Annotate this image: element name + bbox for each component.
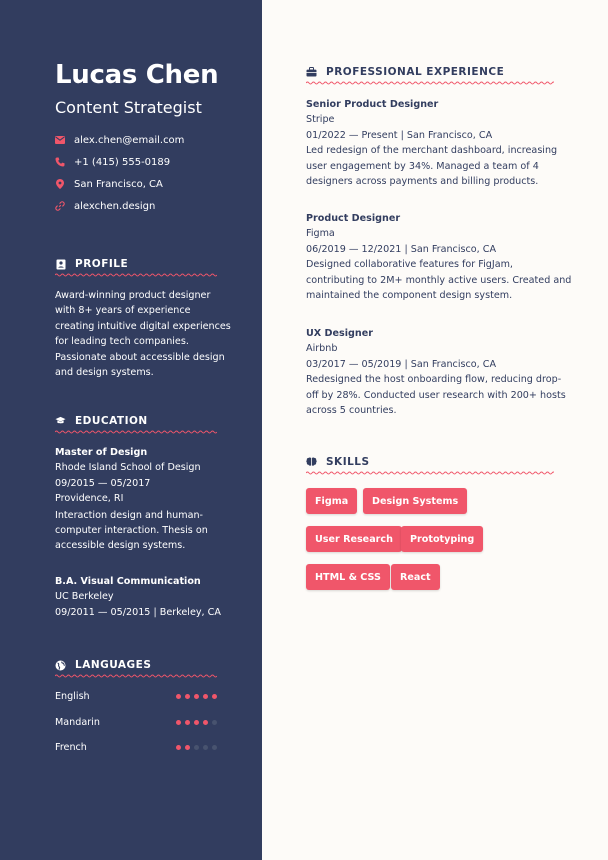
education-degree: B.A. Visual Communication [55, 576, 201, 587]
main-content [262, 0, 608, 860]
profile-line: creating intuitive digital experiences [55, 320, 231, 332]
proficiency-dot-filled [203, 694, 208, 699]
profile-heading: PROFILE [75, 258, 129, 270]
education-desc-line: Interaction design and human- [55, 509, 204, 521]
experience-heading: PROFESSIONAL EXPERIENCE [326, 66, 505, 78]
proficiency-dot-empty [194, 745, 199, 750]
email-icon [55, 135, 65, 145]
proficiency-dot-empty [212, 745, 217, 750]
skill-tag: React [391, 564, 440, 590]
phone-icon [55, 157, 65, 167]
globe-icon [55, 660, 66, 671]
proficiency-dot-filled [194, 720, 199, 725]
job-company: Stripe [306, 114, 335, 126]
education-dates: 09/2011 — 05/2015 | Berkeley, CA [55, 606, 221, 618]
contact-location-text: San Francisco, CA [74, 178, 163, 190]
education-desc-line: accessible design systems. [55, 540, 186, 552]
education-entry [55, 445, 208, 554]
profile-section-header [55, 257, 217, 281]
heading-wave-underline [55, 674, 217, 678]
contact-phone[interactable] [55, 154, 245, 170]
heading-wave-underline [306, 471, 554, 475]
skills-heading: SKILLS [326, 456, 370, 468]
contact-website-text: alexchen.design [74, 200, 156, 212]
contact-website[interactable] [55, 198, 245, 214]
job-dates: 03/2017 — 05/2019 | San Francisco, CA [306, 358, 497, 370]
job-desc-line: across 5 countries. [306, 405, 397, 417]
language-level-dots [176, 694, 217, 699]
education-heading: EDUCATION [75, 415, 148, 427]
profile-line: Passionate about accessible design [55, 351, 225, 363]
language-name: Mandarin [55, 716, 100, 728]
job-desc-line: off by 28%. Conducted user research with 200+ hosts [306, 389, 566, 401]
languages-heading: LANGUAGES [75, 659, 152, 671]
education-section-header [55, 414, 217, 438]
job-title: Product Designer [306, 213, 401, 224]
job-title: Senior Product Designer [306, 99, 439, 110]
experience-section-header [306, 65, 554, 89]
job-desc-line: designers across payments and billing products. [306, 176, 539, 188]
job-desc-line: Led redesign of the merchant dashboard, increasing [306, 145, 558, 157]
heading-wave-underline [55, 273, 217, 277]
job-desc-line: Redesigned the host onboarding flow, reducing drop- [306, 374, 562, 386]
proficiency-dot-filled [212, 694, 217, 699]
contact-email[interactable] [55, 132, 245, 148]
skill-tag: Design Systems [363, 488, 467, 514]
education-dates: 09/2015 — 05/2017 [55, 477, 151, 489]
profile-line: for leading tech companies. [55, 336, 189, 348]
profile-line: and design systems. [55, 367, 154, 379]
contact-phone-text: +1 (415) 555-0189 [74, 156, 171, 168]
job-desc-line: user engagement by 34%. Managed a team of 4 [306, 160, 539, 172]
profile-line: Award-winning product designer [55, 290, 211, 301]
job-desc-line: Designed collaborative features for FigJam, [306, 259, 513, 271]
job-dates: 06/2019 — 12/2021 | San Francisco, CA [306, 243, 497, 255]
candidate-name: Lucas Chen [55, 60, 219, 90]
job-company: Figma [306, 228, 335, 240]
language-row [55, 715, 217, 729]
location-pin-icon [55, 179, 65, 189]
experience-entry [306, 211, 571, 303]
education-school: UC Berkeley [55, 591, 114, 603]
skill-tag: Prototyping [401, 526, 483, 552]
sidebar [0, 0, 262, 860]
proficiency-dot-filled [176, 745, 181, 750]
education-entry [55, 574, 221, 620]
contact-email-text: alex.chen@email.com [74, 134, 185, 146]
language-level-dots [176, 720, 217, 725]
job-company: Airbnb [306, 343, 338, 355]
proficiency-dot-filled [185, 720, 190, 725]
skills-section-header [306, 455, 554, 479]
proficiency-dot-filled [185, 694, 190, 699]
education-school: Rhode Island School of Design [55, 462, 201, 474]
language-name: French [55, 741, 87, 753]
job-title: UX Designer [306, 328, 373, 339]
job-dates: 01/2022 — Present | San Francisco, CA [306, 129, 493, 141]
proficiency-dot-filled [185, 745, 190, 750]
language-level-dots [176, 745, 217, 750]
proficiency-dot-filled [176, 694, 181, 699]
proficiency-dot-filled [194, 694, 199, 699]
job-desc-line: maintained the component design system. [306, 290, 513, 302]
proficiency-dot-empty [203, 745, 208, 750]
proficiency-dot-empty [212, 720, 217, 725]
education-degree: Master of Design [55, 447, 148, 458]
education-desc-line: computer interaction. Thesis on [55, 525, 208, 537]
language-row [55, 689, 217, 703]
profile-line: with 8+ years of experience [55, 305, 191, 317]
contact-location [55, 176, 245, 192]
heading-wave-underline [55, 430, 217, 434]
skill-tag: HTML & CSS [306, 564, 390, 590]
candidate-title: Content Strategist [55, 98, 202, 117]
brain-icon [306, 457, 317, 468]
proficiency-dot-filled [203, 720, 208, 725]
profile-card-icon [55, 259, 66, 270]
skill-tag: User Research [306, 526, 402, 552]
experience-entry [306, 97, 557, 189]
language-row [55, 740, 217, 754]
briefcase-icon [306, 67, 317, 78]
skill-tag: Figma [306, 488, 357, 514]
language-name: English [55, 690, 90, 702]
heading-wave-underline [306, 81, 554, 85]
education-location: Providence, RI [55, 493, 124, 505]
link-icon [55, 201, 65, 211]
profile-summary [55, 288, 231, 380]
job-desc-line: contributing to 2M+ monthly active users. Created and [306, 274, 572, 286]
graduation-cap-icon [55, 416, 66, 427]
languages-section-header [55, 658, 217, 682]
experience-entry [306, 326, 566, 418]
proficiency-dot-filled [176, 720, 181, 725]
